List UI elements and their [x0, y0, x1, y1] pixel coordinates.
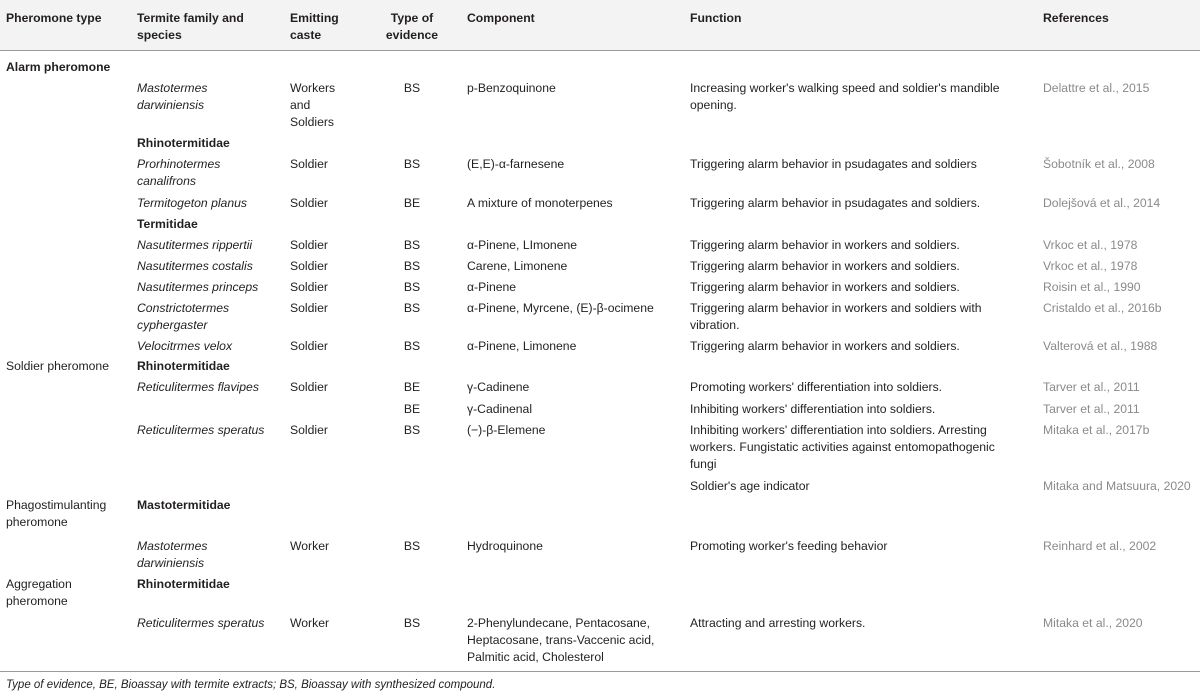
- header-rule: [0, 50, 1200, 51]
- reference-cell: Mitaka et al., 2020: [1043, 616, 1143, 630]
- component-cell: (E,E)-α-farnesene: [467, 157, 565, 171]
- reference-cell: Dolejšová et al., 2014: [1043, 196, 1161, 210]
- evidence-cell: BS: [403, 616, 421, 630]
- species-cell: Reticulitermes flavipes: [137, 380, 259, 394]
- table-bottom-rule: [0, 671, 1200, 672]
- component-cell: γ-Cadinene: [467, 380, 530, 394]
- function-cell: Triggering alarm behavior in psudagates and soldiers.: [690, 196, 981, 210]
- reference-cell: Tarver et al., 2011: [1043, 380, 1140, 394]
- header-evidence: Type of evidence: [385, 11, 439, 42]
- component-cell: α-Pinene, LImonene: [467, 238, 578, 252]
- species-cell: Reticulitermes speratus: [137, 616, 265, 630]
- evidence-cell: BE: [403, 402, 421, 416]
- component-cell: Carene, Limonene: [467, 259, 568, 273]
- evidence-cell: BS: [403, 423, 421, 437]
- caste-cell: Soldier: [290, 196, 328, 210]
- caste-cell: Soldier: [290, 238, 328, 252]
- family-label: Termitidae: [137, 217, 198, 231]
- reference-cell: Delattre et al., 2015: [1043, 81, 1150, 95]
- function-cell: Soldier's age indicator: [690, 479, 810, 493]
- component-cell: α-Pinene: [467, 280, 517, 294]
- function-cell: Promoting worker's feeding behavior: [690, 539, 888, 553]
- function-cell: Triggering alarm behavior in psudagates and soldiers: [690, 157, 977, 171]
- component-cell: α-Pinene, Myrcene, (E)-β-ocimene: [467, 301, 654, 315]
- evidence-cell: BS: [403, 280, 421, 294]
- family-label: Rhinotermitidae: [137, 359, 230, 373]
- reference-cell: Tarver et al., 2011: [1043, 402, 1140, 416]
- section-phagostimulant: Phagostimulanting pheromone: [6, 498, 107, 529]
- family-label: Mastotermitidae: [137, 498, 231, 512]
- caste-cell: Soldier: [290, 157, 328, 171]
- function-cell: Inhibiting workers' differentiation into soldiers. Arresting workers. Fungistatic activities against entomopathogenic fungi: [690, 423, 995, 471]
- reference-cell: Mitaka and Matsuura, 2020: [1043, 479, 1191, 493]
- species-cell: Termitogeton planus: [137, 196, 247, 210]
- header-pheromone-type: Pheromone type: [6, 11, 102, 25]
- caste-cell: Soldier: [290, 339, 328, 353]
- evidence-cell: BS: [403, 238, 421, 252]
- function-cell: Inhibiting workers' differentiation into soldiers.: [690, 402, 936, 416]
- evidence-cell: BS: [403, 539, 421, 553]
- component-cell: Hydroquinone: [467, 539, 543, 553]
- reference-cell: Šobotník et al., 2008: [1043, 157, 1155, 171]
- function-cell: Promoting workers' differentiation into soldiers.: [690, 380, 943, 394]
- evidence-cell: BS: [403, 157, 421, 171]
- section-soldier: Soldier pheromone: [6, 359, 109, 373]
- header-component: Component: [467, 11, 535, 25]
- section-aggregation: Aggregation pheromone: [6, 577, 72, 608]
- component-cell: 2-Phenylundecane, Pentacosane, Heptacosane, trans-Vaccenic acid, Palmitic acid, Cholesterol: [467, 616, 655, 664]
- header-references: References: [1043, 11, 1109, 25]
- evidence-cell: BS: [403, 339, 421, 353]
- family-label: Rhinotermitidae: [137, 577, 230, 591]
- component-cell: α-Pinene, Limonene: [467, 339, 577, 353]
- species-cell: Mastotermes darwiniensis: [137, 539, 208, 570]
- caste-cell: Soldier: [290, 380, 328, 394]
- header-emitting-caste: Emitting caste: [290, 11, 339, 42]
- reference-cell: Reinhard et al., 2002: [1043, 539, 1157, 553]
- evidence-cell: BE: [403, 380, 421, 394]
- reference-cell: Mitaka et al., 2017b: [1043, 423, 1150, 437]
- evidence-cell: BS: [403, 301, 421, 315]
- species-cell: Reticulitermes speratus: [137, 423, 265, 437]
- component-cell: p-Benzoquinone: [467, 81, 556, 95]
- caste-cell: Soldier: [290, 280, 328, 294]
- caste-cell: Workers and Soldiers: [290, 81, 336, 129]
- caste-cell: Soldier: [290, 301, 328, 315]
- table-footnote: Type of evidence, BE, Bioassay with termite extracts; BS, Bioassay with synthesized compound.: [6, 679, 496, 691]
- function-cell: Triggering alarm behavior in workers and soldiers.: [690, 339, 960, 353]
- component-cell: (−)-β-Elemene: [467, 423, 546, 437]
- evidence-cell: BE: [403, 196, 421, 210]
- species-cell: Prorhinotermes canalifrons: [137, 157, 221, 188]
- function-cell: Increasing worker's walking speed and soldier's mandible opening.: [690, 81, 1000, 112]
- component-cell: γ-Cadinenal: [467, 402, 533, 416]
- family-label: Rhinotermitidae: [137, 136, 230, 150]
- species-cell: Nasutitermes costalis: [137, 259, 253, 273]
- reference-cell: Valterová et al., 1988: [1043, 339, 1158, 353]
- reference-cell: Cristaldo et al., 2016b: [1043, 301, 1162, 315]
- function-cell: Triggering alarm behavior in workers and soldiers.: [690, 238, 960, 252]
- caste-cell: Soldier: [290, 423, 328, 437]
- species-cell: Constrictotermes cyphergaster: [137, 301, 230, 332]
- function-cell: Triggering alarm behavior in workers and soldiers with vibration.: [690, 301, 982, 332]
- species-cell: Nasutitermes princeps: [137, 280, 259, 294]
- section-alarm: Alarm pheromone: [6, 60, 111, 74]
- caste-cell: Worker: [290, 539, 330, 553]
- reference-cell: Roisin et al., 1990: [1043, 280, 1141, 294]
- function-cell: Triggering alarm behavior in workers and soldiers.: [690, 259, 960, 273]
- caste-cell: Soldier: [290, 259, 328, 273]
- reference-cell: Vrkoc et al., 1978: [1043, 259, 1138, 273]
- species-cell: Nasutitermes rippertii: [137, 238, 253, 252]
- component-cell: A mixture of monoterpenes: [467, 196, 613, 210]
- function-cell: Attracting and arresting workers.: [690, 616, 866, 630]
- evidence-cell: BS: [403, 259, 421, 273]
- header-function: Function: [690, 11, 742, 25]
- caste-cell: Worker: [290, 616, 330, 630]
- function-cell: Triggering alarm behavior in workers and soldiers.: [690, 280, 960, 294]
- species-cell: Velocitrmes velox: [137, 339, 233, 353]
- species-cell: Mastotermes darwiniensis: [137, 81, 208, 112]
- evidence-cell: BS: [403, 81, 421, 95]
- header-family-species: Termite family and species: [137, 11, 244, 42]
- reference-cell: Vrkoc et al., 1978: [1043, 238, 1138, 252]
